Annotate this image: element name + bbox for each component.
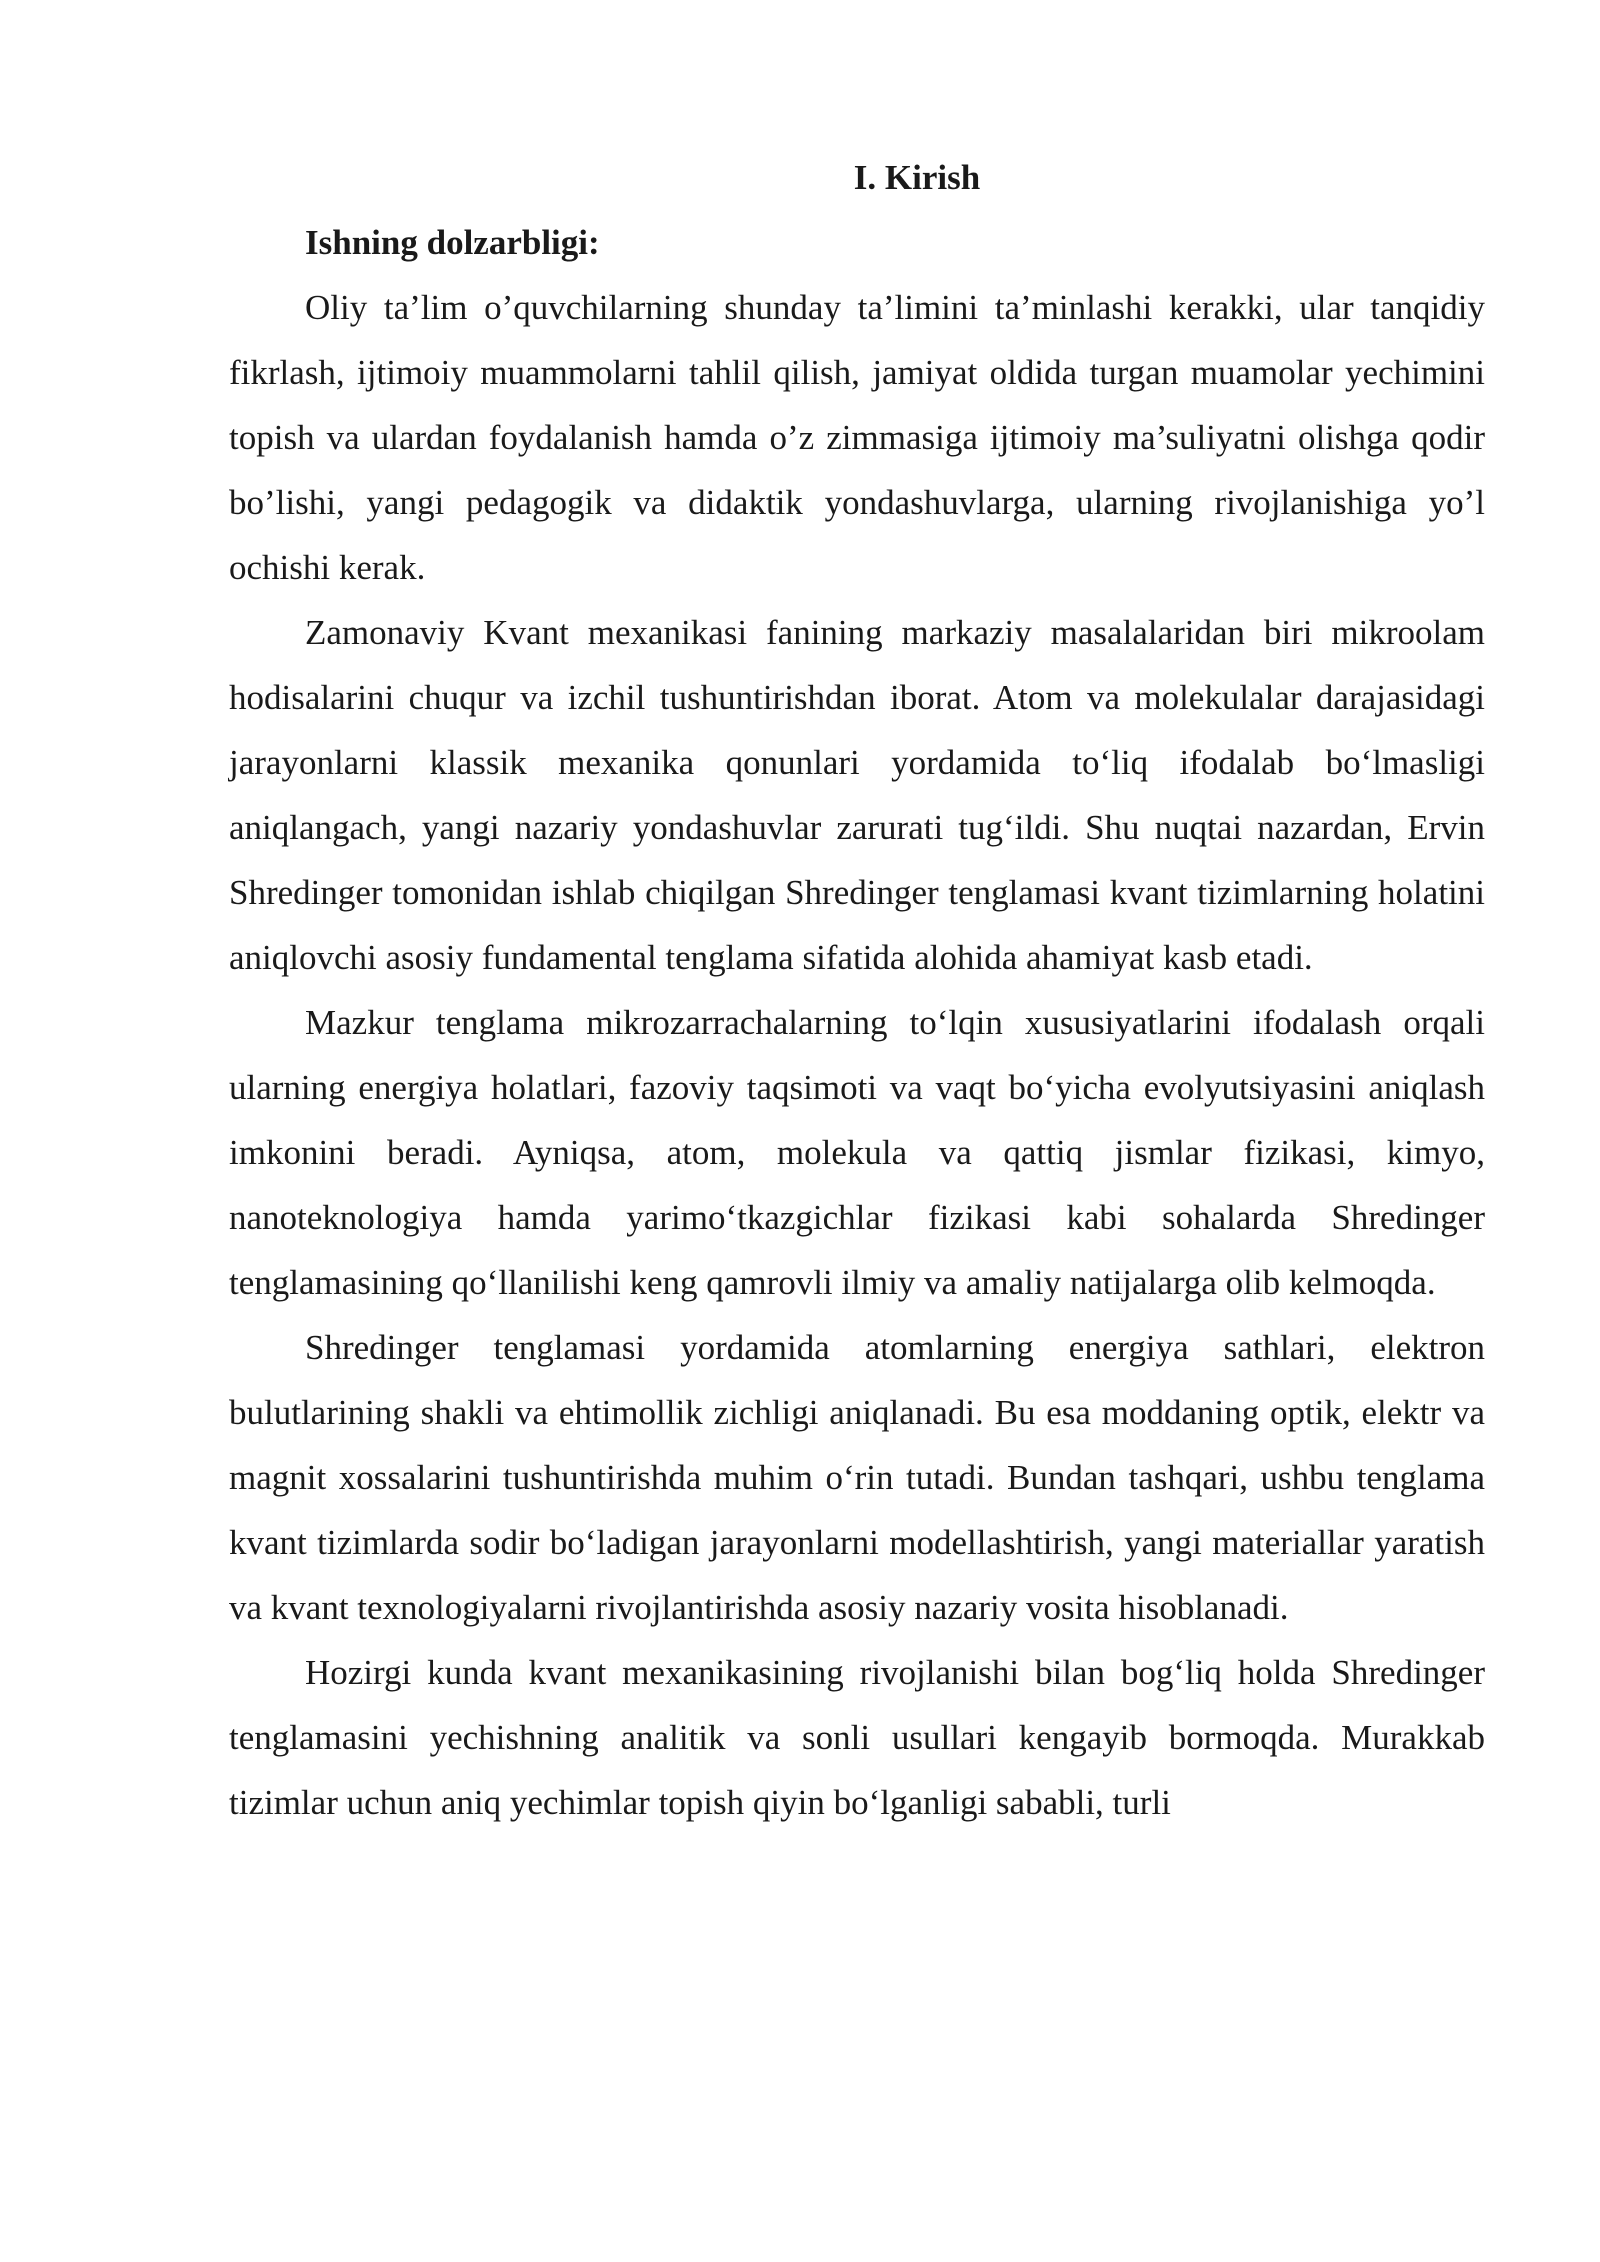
paragraph-5: Hozirgi kunda kvant mexanikasining rivojlanishi bilan bog‘liq holda Shredinger tenglamasini yechishning analitik va sonli usullari kengayib bormoqda. Murakkab tizimlar uchun aniq yechimlar topish qiyin bo‘lganligi sababli, turli bbox=[229, 1653, 1485, 1822]
paragraph-3: Mazkur tenglama mikrozarrachalarning to‘lqin xususiyatlarini ifodalash orqali ularning energiya holatlari, fazoviy taqsimoti va vaqt bo‘yicha evolyutsiyasini aniqlash imkonini beradi. Ayniqsa, atom, molekula va qattiq jismlar fizikasi, kimyo, nanoteknologiya hamda yarimo‘tkazgichlar fizikasi kabi sohalarda Shredinger tenglamasining qo‘llanilishi keng qamrovli ilmiy va amaliy natijalarga olib kelmoqda. bbox=[229, 1003, 1485, 1302]
paragraph-1: Oliy ta’lim o’quvchilarning shunday ta’limini ta’minlashi kerakki, ular tanqidiy fikrlash, ijtimoiy muammolarni tahlil qilish, jamiyat oldida turgan muamolar yechimini topish va ulardan foydalanish hamda o’z zimmasiga ijtimoiy ma’suliyatni olishga qodir bo’lishi, yangi pedagogik va didaktik yondashuvlarga, ularning rivojlanishiga yo’l ochishi kerak. bbox=[229, 288, 1485, 587]
paragraph-4: Shredinger tenglamasi yordamida atomlarning energiya sathlari, elektron bulutlarining shakli va ehtimollik zichligi aniqlanadi. Bu esa moddaning optik, elektr va magnit xossalarini tushuntirishda muhim o‘rin tutadi. Bundan tashqari, ushbu tenglama kvant tizimlarda sodir bo‘ladigan jarayonlarni modellashtirish, yangi materiallar yaratish va kvant texnologiyalarni rivojlantirishda asosiy nazariy vosita hisoblanadi. bbox=[229, 1328, 1485, 1627]
paragraph-2: Zamonaviy Kvant mexanikasi fanining markaziy masalalaridan biri mikroolam hodisalarini chuqur va izchil tushuntirishdan iborat. Atom va molekulalar darajasidagi jarayonlarni klassik mexanika qonunlari yordamida to‘liq ifodalab bo‘lmasligi aniqlangach, yangi nazariy yondashuvlar zarurati tug‘ildi. Shu nuqtai nazardan, Ervin Shredinger tomonidan ishlab chiqilgan Shredinger tenglamasi kvant tizimlarning holatini aniqlovchi asosiy fundamental tenglama sifatida alohida ahamiyat kasb etadi. bbox=[229, 613, 1485, 977]
document-body bbox=[229, 145, 1485, 1835]
section-title: I. Kirish bbox=[853, 158, 981, 197]
section-subheading: Ishning dolzarbligi: bbox=[305, 223, 600, 262]
